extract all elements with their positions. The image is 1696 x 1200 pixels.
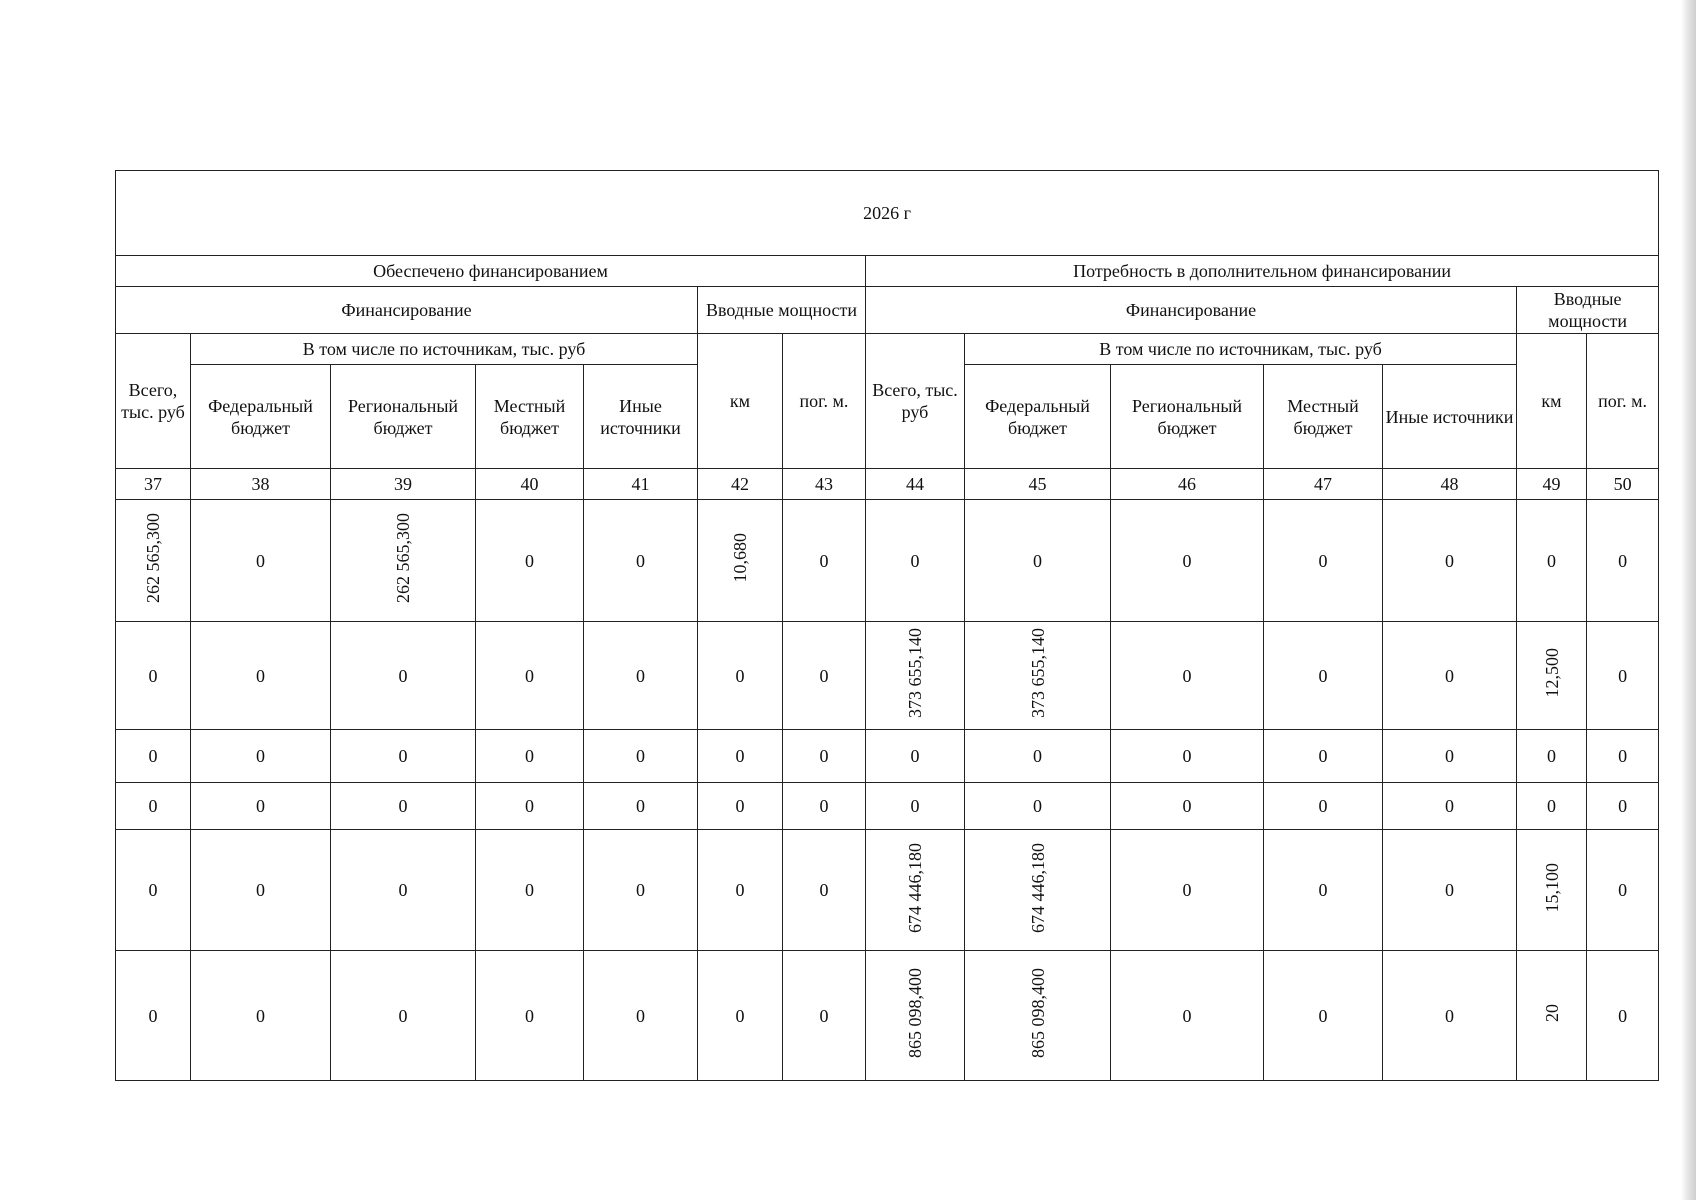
capacity-header-right: Вводные мощности	[1517, 287, 1659, 334]
table-cell	[1517, 622, 1587, 730]
table-cell: 0	[191, 783, 331, 830]
table-cell	[866, 622, 965, 730]
table-cell: 0	[1111, 951, 1264, 1081]
km-header-left: км	[698, 334, 783, 469]
table-row	[116, 951, 1659, 1081]
by-sources-header-left: В том числе по источникам, тыс. руб	[191, 334, 698, 365]
table-cell: 0	[965, 500, 1111, 622]
table-cell: 0	[698, 830, 783, 951]
table-cell: 0	[331, 783, 476, 830]
table-cell: 0	[1587, 730, 1659, 783]
column-number: 37	[116, 469, 191, 500]
table-row	[116, 622, 1659, 730]
capacity-header-left: Вводные мощности	[698, 287, 866, 334]
table-cell: 0	[1111, 830, 1264, 951]
table-cell: 0	[866, 783, 965, 830]
table-cell: 0	[1264, 830, 1383, 951]
table-cell	[866, 951, 965, 1081]
data-rows	[116, 500, 1659, 1081]
table-cell: 0	[783, 830, 866, 951]
table-cell: 0	[1383, 622, 1517, 730]
by-sources-header-right: В том числе по источникам, тыс. руб	[965, 334, 1517, 365]
rotated-value: 865 098,400	[1027, 968, 1048, 1058]
table-cell: 0	[476, 730, 584, 783]
table-cell: 0	[584, 622, 698, 730]
table-cell: 0	[116, 830, 191, 951]
financing-table	[115, 170, 1659, 1081]
secured-financing-header: Обеспечено финансированием	[116, 256, 866, 287]
financing-header-right: Финансирование	[866, 287, 1517, 334]
column-number: 38	[191, 469, 331, 500]
table-cell: 0	[1383, 783, 1517, 830]
table-cell: 0	[783, 730, 866, 783]
table-cell: 0	[476, 951, 584, 1081]
table-cell: 0	[476, 622, 584, 730]
table-cell: 0	[698, 730, 783, 783]
table-cell: 0	[476, 500, 584, 622]
table-cell: 0	[698, 783, 783, 830]
table-cell: 0	[116, 730, 191, 783]
rotated-value: 674 446,180	[905, 842, 925, 933]
table-cell: 0	[476, 830, 584, 951]
pog-header-left: пог. м.	[783, 334, 866, 469]
other-header-left: Иные источники	[584, 365, 698, 469]
table-cell	[866, 830, 965, 951]
federal-header-right: Федеральный бюджет	[965, 365, 1111, 469]
column-number: 40	[476, 469, 584, 500]
table-cell: 0	[783, 500, 866, 622]
table-cell: 0	[191, 500, 331, 622]
column-number: 46	[1111, 469, 1264, 500]
table-cell: 0	[116, 951, 191, 1081]
table-cell: 0	[1111, 622, 1264, 730]
table-cell: 0	[783, 783, 866, 830]
table-cell: 0	[584, 830, 698, 951]
table-cell: 0	[116, 622, 191, 730]
table-cell: 0	[1587, 622, 1659, 730]
table-cell: 0	[1264, 500, 1383, 622]
table-cell: 0	[584, 500, 698, 622]
table-cell	[965, 622, 1111, 730]
table-row	[116, 783, 1659, 830]
table-cell: 0	[191, 830, 331, 951]
table-cell: 0	[1383, 730, 1517, 783]
table-cell	[698, 500, 783, 622]
column-numbers-row	[116, 469, 1659, 500]
table-cell: 0	[698, 951, 783, 1081]
column-number: 50	[1587, 469, 1659, 500]
table-row	[116, 730, 1659, 783]
rotated-value: 20	[1541, 1004, 1562, 1022]
table-cell: 0	[1264, 730, 1383, 783]
table-cell: 0	[331, 951, 476, 1081]
rotated-value: 674 446,180	[1027, 842, 1048, 933]
column-number: 41	[584, 469, 698, 500]
table-cell: 0	[783, 951, 866, 1081]
table-row	[116, 830, 1659, 951]
table-cell: 0	[476, 783, 584, 830]
table-cell: 0	[1587, 783, 1659, 830]
financing-header-left: Финансирование	[116, 287, 698, 334]
table-cell: 0	[1264, 783, 1383, 830]
table-cell: 0	[116, 783, 191, 830]
table-row	[116, 500, 1659, 622]
table-cell: 0	[191, 730, 331, 783]
column-number: 45	[965, 469, 1111, 500]
column-number: 43	[783, 469, 866, 500]
table-cell: 0	[1517, 500, 1587, 622]
column-number: 42	[698, 469, 783, 500]
rotated-value: 262 565,300	[393, 513, 413, 603]
table-cell: 0	[783, 622, 866, 730]
table-cell: 0	[584, 783, 698, 830]
year-header: 2026 г	[116, 171, 1659, 256]
table-cell	[116, 500, 191, 622]
column-number: 49	[1517, 469, 1587, 500]
table-cell: 0	[191, 622, 331, 730]
table-cell: 0	[1111, 730, 1264, 783]
table-cell	[965, 830, 1111, 951]
column-number: 47	[1264, 469, 1383, 500]
rotated-value: 865 098,400	[905, 968, 925, 1058]
regional-header-right: Региональный бюджет	[1111, 365, 1264, 469]
federal-header-left: Федеральный бюджет	[191, 365, 331, 469]
table-cell: 0	[1587, 500, 1659, 622]
table-cell: 0	[191, 951, 331, 1081]
rotated-value: 373 655,140	[905, 628, 925, 718]
table-cell: 0	[584, 730, 698, 783]
other-header-right: Иные источники	[1383, 365, 1517, 469]
table-cell: 0	[331, 730, 476, 783]
table-cell: 0	[1383, 500, 1517, 622]
table-cell: 0	[331, 830, 476, 951]
km-header-right: км	[1517, 334, 1587, 469]
rotated-value: 12,500	[1541, 648, 1562, 698]
column-number: 48	[1383, 469, 1517, 500]
additional-financing-header: Потребность в дополнительном финансировании	[866, 256, 1659, 287]
table-cell: 0	[965, 783, 1111, 830]
rotated-value: 373 655,140	[1027, 628, 1048, 718]
table-cell: 0	[1264, 622, 1383, 730]
page-edge-shadow	[1681, 0, 1696, 1200]
rotated-value: 10,680	[730, 533, 750, 583]
total-header-right: Всего, тыс. руб	[866, 334, 965, 469]
local-header-left: Местный бюджет	[476, 365, 584, 469]
table-cell	[965, 951, 1111, 1081]
table-cell: 0	[1383, 830, 1517, 951]
table-cell	[1517, 951, 1587, 1081]
table-cell	[331, 500, 476, 622]
table-cell: 0	[1517, 783, 1587, 830]
table-cell: 0	[965, 730, 1111, 783]
table-cell: 0	[1264, 951, 1383, 1081]
rotated-value: 15,100	[1541, 862, 1562, 913]
local-header-right: Местный бюджет	[1264, 365, 1383, 469]
table-cell: 0	[698, 622, 783, 730]
table-cell: 0	[1587, 951, 1659, 1081]
table-cell: 0	[1517, 730, 1587, 783]
table-cell: 0	[866, 500, 965, 622]
table-cell: 0	[866, 730, 965, 783]
table-cell: 0	[1383, 951, 1517, 1081]
table-cell: 0	[1111, 500, 1264, 622]
table-cell: 0	[331, 622, 476, 730]
table-cell: 0	[1111, 783, 1264, 830]
table-cell: 0	[1587, 830, 1659, 951]
rotated-value: 262 565,300	[143, 513, 163, 603]
table-cell: 0	[584, 951, 698, 1081]
column-number: 44	[866, 469, 965, 500]
column-number: 39	[331, 469, 476, 500]
table-cell	[1517, 830, 1587, 951]
pog-header-right: пог. м.	[1587, 334, 1659, 469]
regional-header-left: Региональный бюджет	[331, 365, 476, 469]
total-header-left: Всего, тыс. руб	[116, 334, 191, 469]
